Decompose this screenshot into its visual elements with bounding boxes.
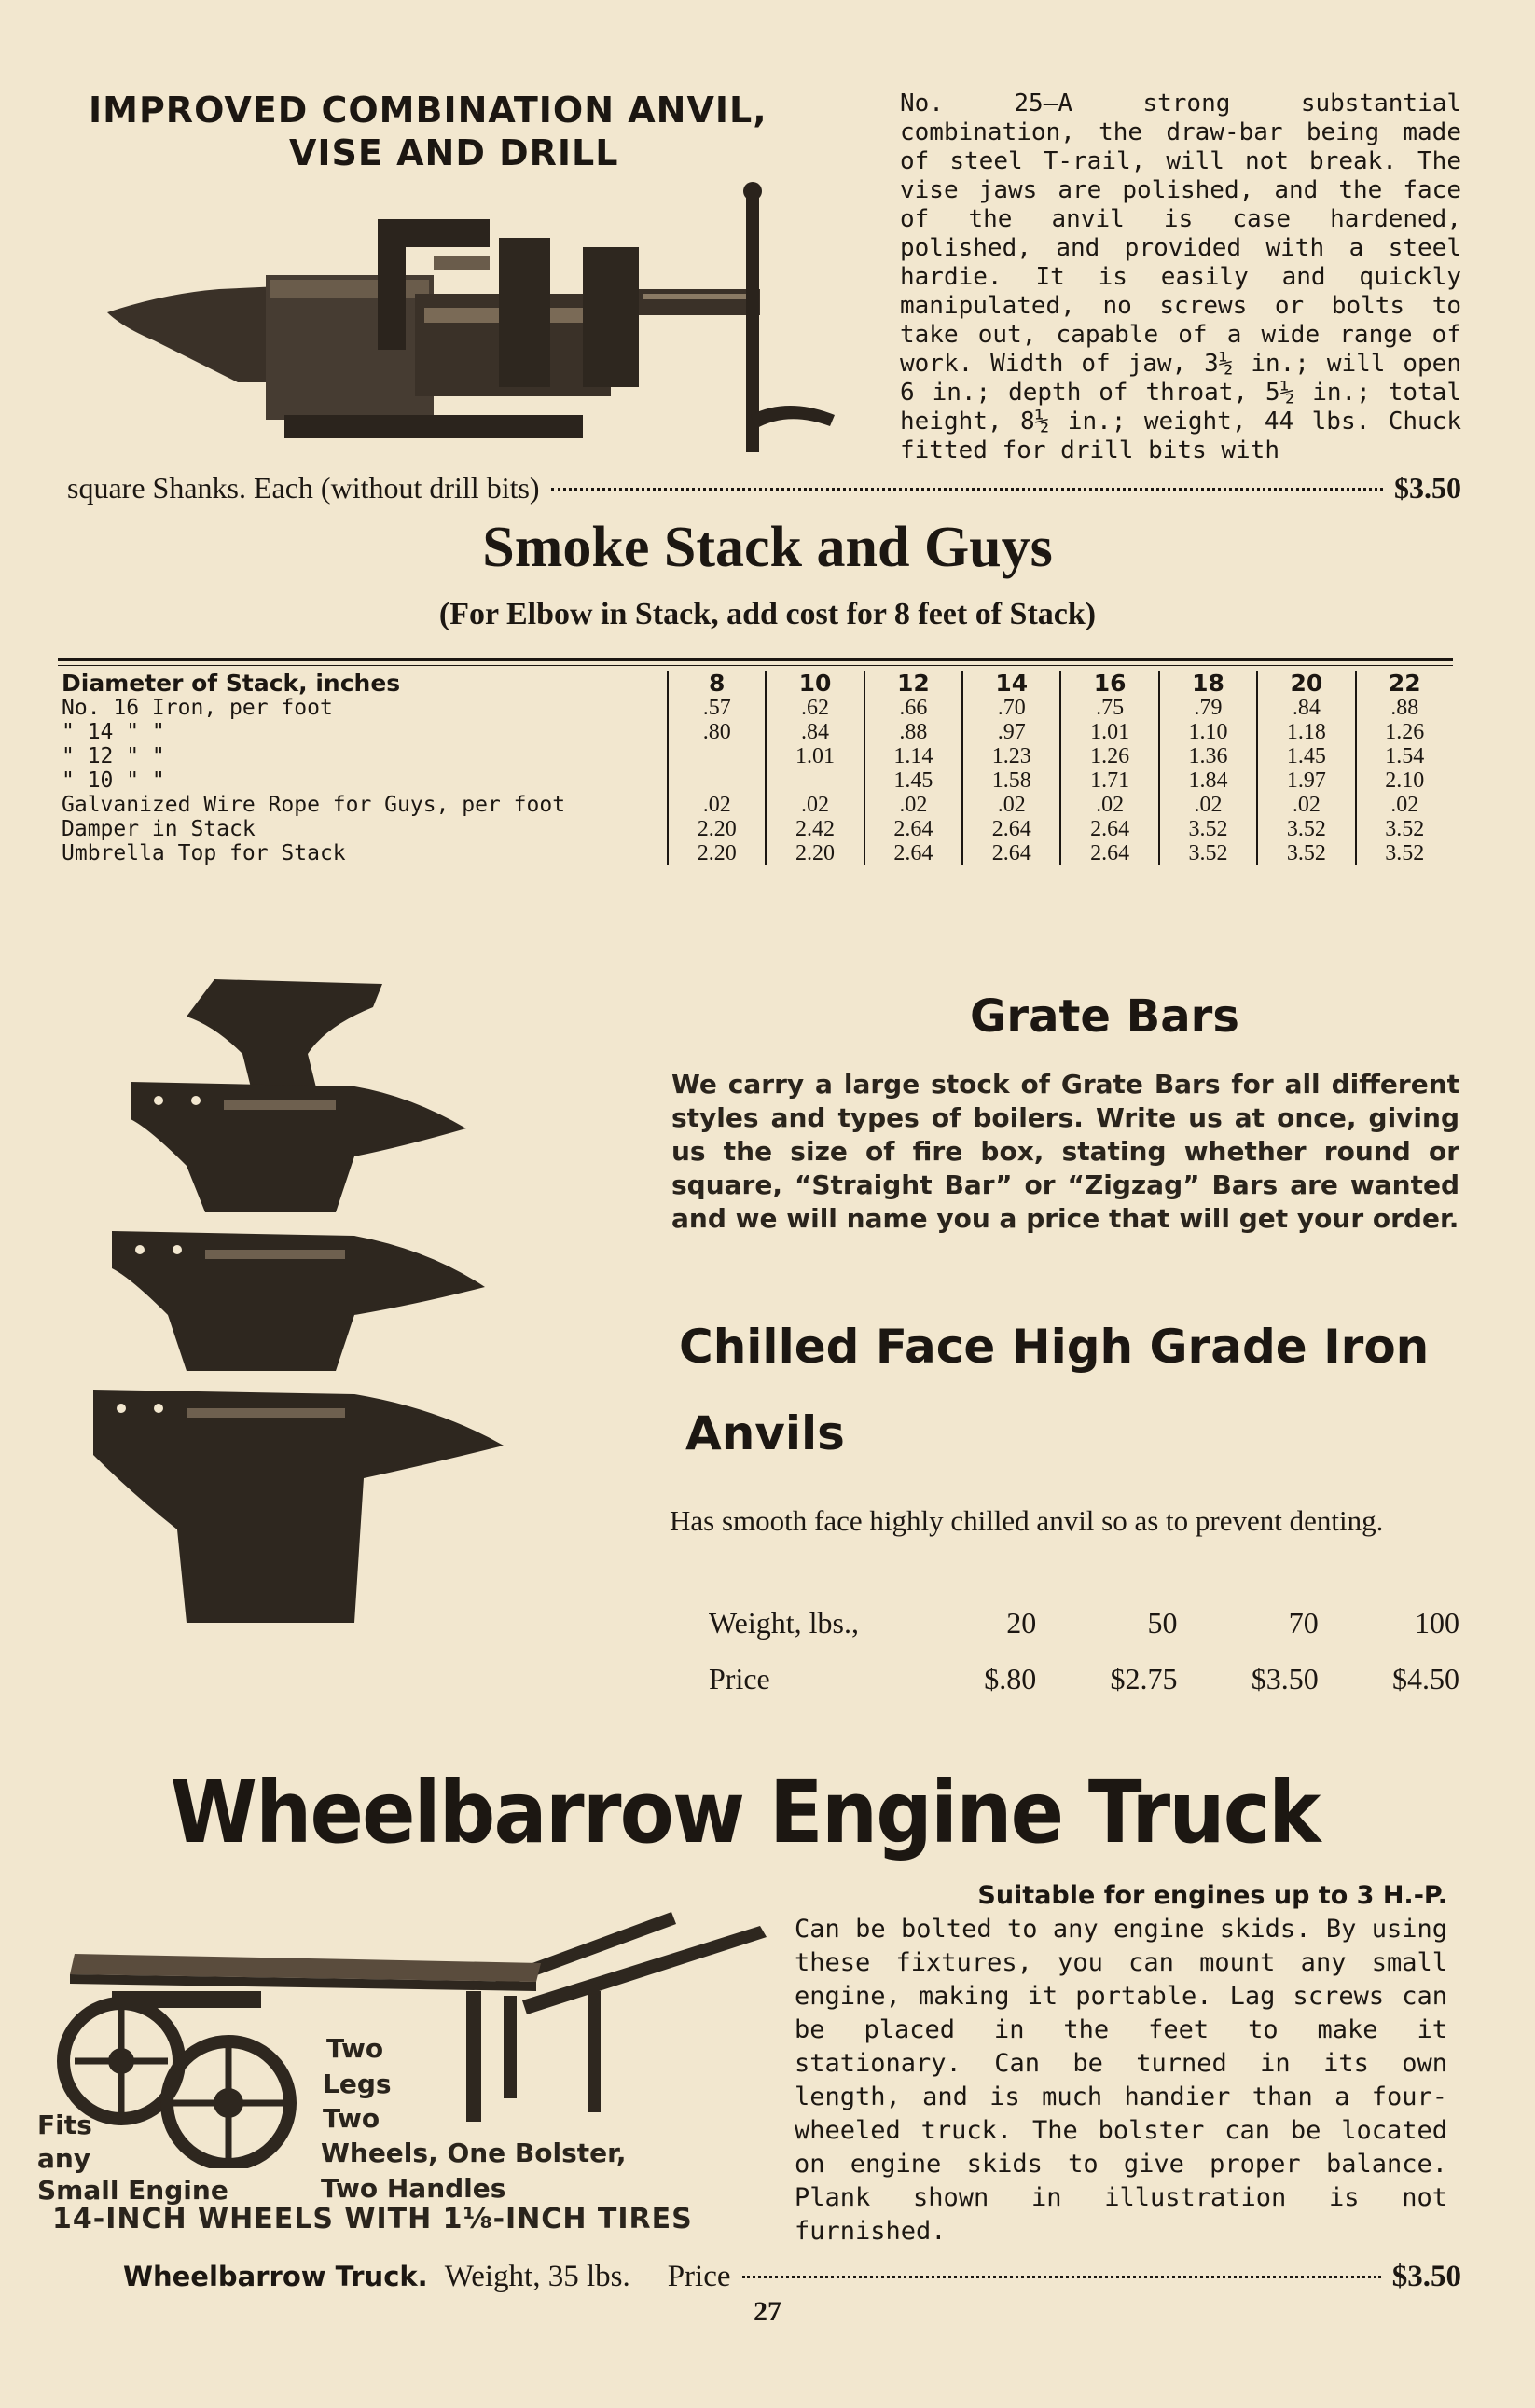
- chilled-anvils-title-line2: Anvils: [685, 1406, 845, 1460]
- weight-value: 20: [1006, 1605, 1037, 1640]
- smoke-stack-header-label: Diameter of Stack, inches: [62, 670, 401, 697]
- smoke-stack-cell: .70: [962, 696, 1060, 720]
- chilled-anvils-text: [670, 1502, 1458, 1541]
- weight-value: 70: [1288, 1605, 1319, 1640]
- smoke-stack-diameter: 20: [1257, 671, 1355, 696]
- smoke-stack-row-label: No. 16 Iron, per foot: [62, 696, 333, 720]
- wheelbarrow-truck-illustration: [56, 1889, 774, 2168]
- wheelbarrow-label-small-engine: Small Engine: [37, 2175, 228, 2206]
- smoke-stack-row-label: Damper in Stack: [62, 817, 256, 841]
- smoke-stack-cell: 3.52: [1356, 841, 1453, 865]
- smoke-stack-cell: 1.14: [864, 744, 962, 768]
- table-row: [58, 720, 1453, 744]
- table-row: [58, 768, 1453, 793]
- wheelbarrow-title-text: Wheelbarrow Engine Truck: [171, 1763, 1320, 1862]
- smoke-stack-cell: 2.20: [766, 841, 864, 865]
- smoke-stack-diameter: 16: [1060, 671, 1158, 696]
- smoke-stack-cell: .02: [962, 793, 1060, 817]
- smoke-stack-diameter: 22: [1356, 671, 1453, 696]
- table-row: [58, 841, 1453, 865]
- smoke-stack-cell: 1.97: [1257, 768, 1355, 793]
- chilled-anvils-price-table: [709, 1595, 1459, 1707]
- anvil-vise-title-line2: VISE AND DRILL: [289, 132, 619, 173]
- smoke-stack-cell: [766, 768, 864, 793]
- smoke-stack-cell: .02: [864, 793, 962, 817]
- wheelbarrow-price: $3.50: [1391, 2260, 1461, 2293]
- smoke-stack-cell: .88: [864, 720, 962, 744]
- wheelbarrow-wheels-note: 14-INCH WHEELS WITH 1⅛-INCH TIRES: [52, 2203, 693, 2235]
- smoke-stack-cell: 3.52: [1159, 817, 1257, 841]
- smoke-stack-cell: 1.84: [1159, 768, 1257, 793]
- smoke-stack-cell: .62: [766, 696, 864, 720]
- smoke-stack-cell: .57: [668, 696, 766, 720]
- smoke-stack-cell: 3.52: [1257, 817, 1355, 841]
- weight-row: [709, 1595, 1459, 1651]
- smoke-stack-cell: .02: [1159, 793, 1257, 817]
- smoke-stack-row-label: Umbrella Top for Stack: [62, 841, 346, 865]
- table-row: [58, 696, 1453, 720]
- smoke-stack-cell: .75: [1060, 696, 1158, 720]
- smoke-stack-cell: .02: [1356, 793, 1453, 817]
- smoke-stack-cell: 2.20: [668, 841, 766, 865]
- wheelbarrow-label-any: any: [37, 2143, 91, 2174]
- wheelbarrow-label-wheels-2: Wheels, One Bolster,: [321, 2138, 627, 2168]
- smoke-stack-diameter: 8: [668, 671, 766, 696]
- wheelbarrow-price-word: Price: [667, 2260, 731, 2293]
- smoke-stack-cell: .66: [864, 696, 962, 720]
- grate-bars-text: [671, 1068, 1459, 1236]
- wheelbarrow-description-first: Suitable for engines up to 3 H.-P.: [977, 1881, 1447, 1910]
- anvil-vise-title-line1: IMPROVED COMBINATION ANVIL,: [89, 90, 768, 131]
- smoke-stack-cell: 1.45: [1257, 744, 1355, 768]
- price-value: $2.75: [1110, 1661, 1178, 1695]
- smoke-stack-cell: .02: [766, 793, 864, 817]
- smoke-stack-cell: 1.18: [1257, 720, 1355, 744]
- smoke-stack-cell: [668, 768, 766, 793]
- dot-leader: [742, 2276, 1381, 2278]
- weight-label: Weight, lbs.,: [709, 1605, 859, 1640]
- smoke-stack-row-label: " 12 " ": [62, 744, 165, 768]
- chilled-anvils-title: Chilled Face High Grade Iron: [679, 1320, 1430, 1374]
- smoke-stack-cell: .97: [962, 720, 1060, 744]
- smoke-stack-cell: 2.10: [1356, 768, 1453, 793]
- smoke-stack-cell: 1.10: [1159, 720, 1257, 744]
- price-value: $3.50: [1251, 1661, 1319, 1695]
- smoke-stack-row-label: Galvanized Wire Rope for Guys, per foot: [62, 793, 566, 817]
- weight-value: 100: [1415, 1605, 1459, 1640]
- smoke-stack-cell: 3.52: [1257, 841, 1355, 865]
- anvil-vise-title: [89, 89, 863, 174]
- wheelbarrow-title: [0, 1763, 1535, 1862]
- smoke-stack-cell: 2.64: [1060, 841, 1158, 865]
- smoke-stack-table-wrap: [58, 658, 1453, 865]
- smoke-stack-cell: 2.64: [962, 841, 1060, 865]
- wheelbarrow-weight: Weight, 35 lbs.: [444, 2260, 630, 2293]
- weight-value: 50: [1147, 1605, 1178, 1640]
- smoke-stack-title: Smoke Stack and Guys: [482, 516, 1053, 579]
- smoke-stack-cell: 2.42: [766, 817, 864, 841]
- price-value: $.80: [984, 1661, 1037, 1695]
- wheelbarrow-description: [795, 1879, 1447, 2249]
- smoke-stack-cell: .88: [1356, 696, 1453, 720]
- smoke-stack-cell: 2.20: [668, 817, 766, 841]
- divider: [58, 665, 1453, 666]
- anvil-vise-price-label: square Shanks. Each (without drill bits): [67, 471, 540, 505]
- anvil-vise-price-line: [67, 471, 1461, 505]
- wheelbarrow-price-line: [123, 2260, 1461, 2294]
- table-row: [58, 793, 1453, 817]
- price-value: $4.50: [1392, 1661, 1459, 1695]
- anvil-vise-description: [900, 90, 1461, 465]
- grate-bars-anvil-stack-illustration: [75, 970, 522, 1660]
- wheelbarrow-label-fits: Fits: [37, 2110, 92, 2140]
- smoke-stack-cell: 1.36: [1159, 744, 1257, 768]
- smoke-stack-row-label: " 14 " ": [62, 720, 165, 744]
- smoke-stack-table: [58, 671, 1453, 865]
- smoke-stack-cell: .80: [668, 720, 766, 744]
- smoke-stack-cell: 2.64: [1060, 817, 1158, 841]
- dot-leader: [551, 488, 1383, 491]
- divider: [58, 658, 1453, 661]
- wheelbarrow-label-legs-2: Legs: [323, 2069, 392, 2099]
- smoke-stack-cell: 1.01: [1060, 720, 1158, 744]
- anvil-vise-description-text: No. 25—A strong substantial combination, the draw-bar being made of steel T-rail, will not break. The vise jaws are polished, and the face of the anvil is case hardened, polished, and provided with a steel hardie. It is easily and quickly manipulated, no screws or bolts to take out, capable of a wide range of work. Width of jaw, 3½ in.; will open 6 in.; depth of throat, 5½ in.; total height, 8½ in.; weight, 44 lbs. Chuck fitted for drill bits with: [900, 90, 1461, 464]
- smoke-stack-cell: 3.52: [1159, 841, 1257, 865]
- chilled-anvils-paragraph: Has smooth face highly chilled anvil so as to prevent denting.: [670, 1504, 1384, 1537]
- grate-bars-paragraph: We carry a large stock of Grate Bars for all different styles and types of boilers. Write us at once, giving us the size of fire box, stating whether round or square, “Straight Bar” or “Zigzag” Bars are wanted and we will name you a price that will get your order.: [671, 1069, 1459, 1234]
- smoke-stack-diameter: 18: [1159, 671, 1257, 696]
- smoke-stack-header-row: [58, 671, 1453, 696]
- smoke-stack-diameter: 14: [962, 671, 1060, 696]
- anvil-vise-price: $3.50: [1394, 471, 1461, 505]
- smoke-stack-subtitle: (For Elbow in Stack, add cost for 8 feet of Stack): [438, 597, 1097, 631]
- smoke-stack-diameter: 10: [766, 671, 864, 696]
- smoke-stack-cell: 1.26: [1060, 744, 1158, 768]
- smoke-stack-cell: .02: [1060, 793, 1158, 817]
- smoke-stack-cell: 1.54: [1356, 744, 1453, 768]
- smoke-stack-cell: 1.45: [864, 768, 962, 793]
- wheelbarrow-price-label: Wheelbarrow Truck.: [123, 2261, 428, 2292]
- smoke-stack-cell: .02: [1257, 793, 1355, 817]
- table-row: [58, 817, 1453, 841]
- price-row: [709, 1651, 1459, 1707]
- smoke-stack-cell: .84: [1257, 696, 1355, 720]
- smoke-stack-cell: 1.71: [1060, 768, 1158, 793]
- smoke-stack-cell: 2.64: [864, 817, 962, 841]
- smoke-stack-cell: 1.23: [962, 744, 1060, 768]
- anvil-vise-drill-illustration: [98, 182, 844, 462]
- smoke-stack-cell: [668, 744, 766, 768]
- smoke-stack-cell: 1.58: [962, 768, 1060, 793]
- page-number: 27: [754, 2296, 781, 2327]
- grate-bars-title: Grate Bars: [970, 990, 1239, 1043]
- smoke-stack-cell: .02: [668, 793, 766, 817]
- price-label: Price: [709, 1661, 770, 1695]
- smoke-stack-cell: .84: [766, 720, 864, 744]
- wheelbarrow-description-text: Can be bolted to any engine skids. By using these fixtures, you can mount any small engine, making it portable. Lag screws can be placed in the feet to make it stationary. Can be turned in its own length, and is much handier than a four-wheeled truck. The bolster can be located on engine skids to give proper balance. Plank shown in illustration is not furnished.: [795, 1915, 1447, 2246]
- table-row: [58, 744, 1453, 768]
- smoke-stack-cell: 3.52: [1356, 817, 1453, 841]
- smoke-stack-cell: .79: [1159, 696, 1257, 720]
- wheelbarrow-label-wheels-1: Two: [323, 2103, 380, 2134]
- smoke-stack-cell: 2.64: [962, 817, 1060, 841]
- smoke-stack-diameter: 12: [864, 671, 962, 696]
- smoke-stack-cell: 1.01: [766, 744, 864, 768]
- smoke-stack-cell: 1.26: [1356, 720, 1453, 744]
- smoke-stack-row-label: " 10 " ": [62, 768, 165, 793]
- smoke-stack-cell: 2.64: [864, 841, 962, 865]
- wheelbarrow-label-legs-1: Two: [326, 2033, 384, 2064]
- wheelbarrow-label-handles: Two Handles: [321, 2173, 506, 2204]
